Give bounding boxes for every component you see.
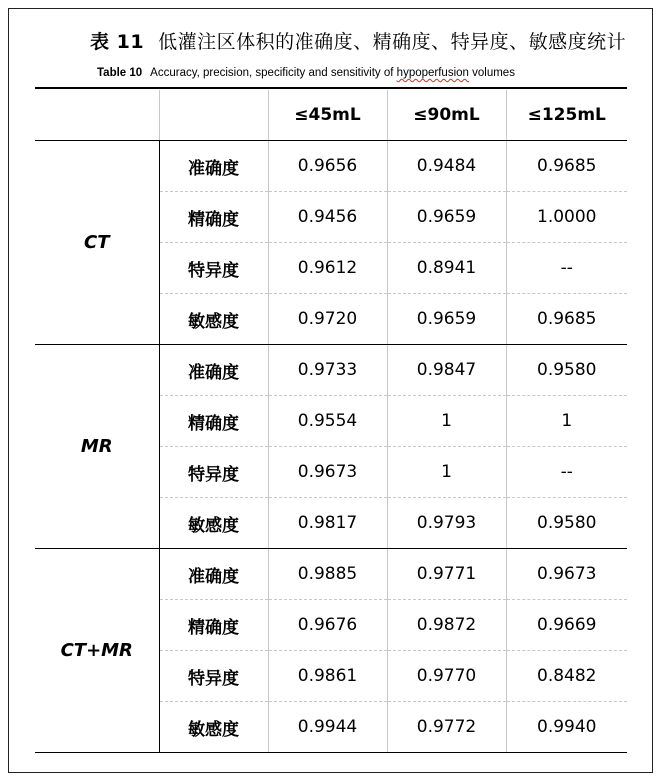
- value-cell: 0.9659: [387, 192, 506, 243]
- value-cell: 1: [387, 447, 506, 498]
- value-cell: 0.9673: [268, 447, 387, 498]
- value-cell: 1: [387, 396, 506, 447]
- value-cell: 0.9944: [268, 702, 387, 753]
- metric-label: 敏感度: [159, 498, 268, 549]
- metric-label: 特异度: [159, 243, 268, 294]
- value-cell: 0.9733: [268, 345, 387, 396]
- metric-label: 精确度: [159, 192, 268, 243]
- caption-spellcheck-word: hypoperfusion: [396, 67, 469, 79]
- metric-label: 准确度: [159, 549, 268, 600]
- metric-label: 特异度: [159, 447, 268, 498]
- value-cell: 0.9612: [268, 243, 387, 294]
- metric-label: 敏感度: [159, 702, 268, 753]
- value-cell: 1: [506, 396, 627, 447]
- table-title-chinese: [90, 27, 626, 54]
- table-number-chinese: 表 11: [90, 31, 145, 53]
- value-cell: 0.9580: [506, 498, 627, 549]
- value-cell: 0.9656: [268, 141, 387, 192]
- value-cell: 0.9554: [268, 396, 387, 447]
- table-row: [35, 345, 627, 396]
- table-row: [35, 141, 627, 192]
- metric-label: 敏感度: [159, 294, 268, 345]
- header-empty-metric: [159, 90, 268, 141]
- value-cell: 0.9817: [268, 498, 387, 549]
- value-cell: 0.9770: [387, 651, 506, 702]
- value-cell: --: [506, 243, 627, 294]
- column-header: ≤45mL: [268, 90, 387, 141]
- table-caption-chinese: 低灌注区体积的准确度、精确度、特异度、敏感度统计: [158, 31, 627, 53]
- metric-label: 精确度: [159, 600, 268, 651]
- value-cell: 0.9872: [387, 600, 506, 651]
- value-cell: 0.9885: [268, 549, 387, 600]
- value-cell: 0.9847: [387, 345, 506, 396]
- value-cell: 0.9771: [387, 549, 506, 600]
- caption-part-before: Accuracy, precision, specificity and sensitivity of: [150, 67, 397, 79]
- table-row: [35, 549, 627, 600]
- value-cell: 0.8941: [387, 243, 506, 294]
- header-empty-group: [35, 90, 159, 141]
- group-label: MR: [35, 345, 159, 549]
- metric-label: 准确度: [159, 141, 268, 192]
- table-number-english: Table 10: [97, 67, 143, 79]
- value-cell: 0.9673: [506, 549, 627, 600]
- value-cell: 0.9940: [506, 702, 627, 753]
- table-header-row: [35, 90, 627, 141]
- caption-part-after: volumes: [468, 67, 515, 79]
- value-cell: 0.9456: [268, 192, 387, 243]
- metric-label: 特异度: [159, 651, 268, 702]
- table-top-rule: [35, 87, 627, 89]
- value-cell: 0.9685: [506, 141, 627, 192]
- metric-label: 准确度: [159, 345, 268, 396]
- column-header: ≤90mL: [387, 90, 506, 141]
- metric-label: 精确度: [159, 396, 268, 447]
- value-cell: 0.9772: [387, 702, 506, 753]
- value-cell: --: [506, 447, 627, 498]
- value-cell: 0.9861: [268, 651, 387, 702]
- value-cell: 0.9659: [387, 294, 506, 345]
- group-label: CT+MR: [35, 549, 159, 753]
- value-cell: 0.9685: [506, 294, 627, 345]
- value-cell: 0.9580: [506, 345, 627, 396]
- statistics-table: [35, 90, 627, 753]
- value-cell: 0.9676: [268, 600, 387, 651]
- group-label: CT: [35, 141, 159, 345]
- value-cell: 0.9793: [387, 498, 506, 549]
- value-cell: 0.9669: [506, 600, 627, 651]
- table-title-english: [97, 67, 515, 79]
- value-cell: 0.9484: [387, 141, 506, 192]
- value-cell: 0.9720: [268, 294, 387, 345]
- value-cell: 1.0000: [506, 192, 627, 243]
- column-header: ≤125mL: [506, 90, 627, 141]
- value-cell: 0.8482: [506, 651, 627, 702]
